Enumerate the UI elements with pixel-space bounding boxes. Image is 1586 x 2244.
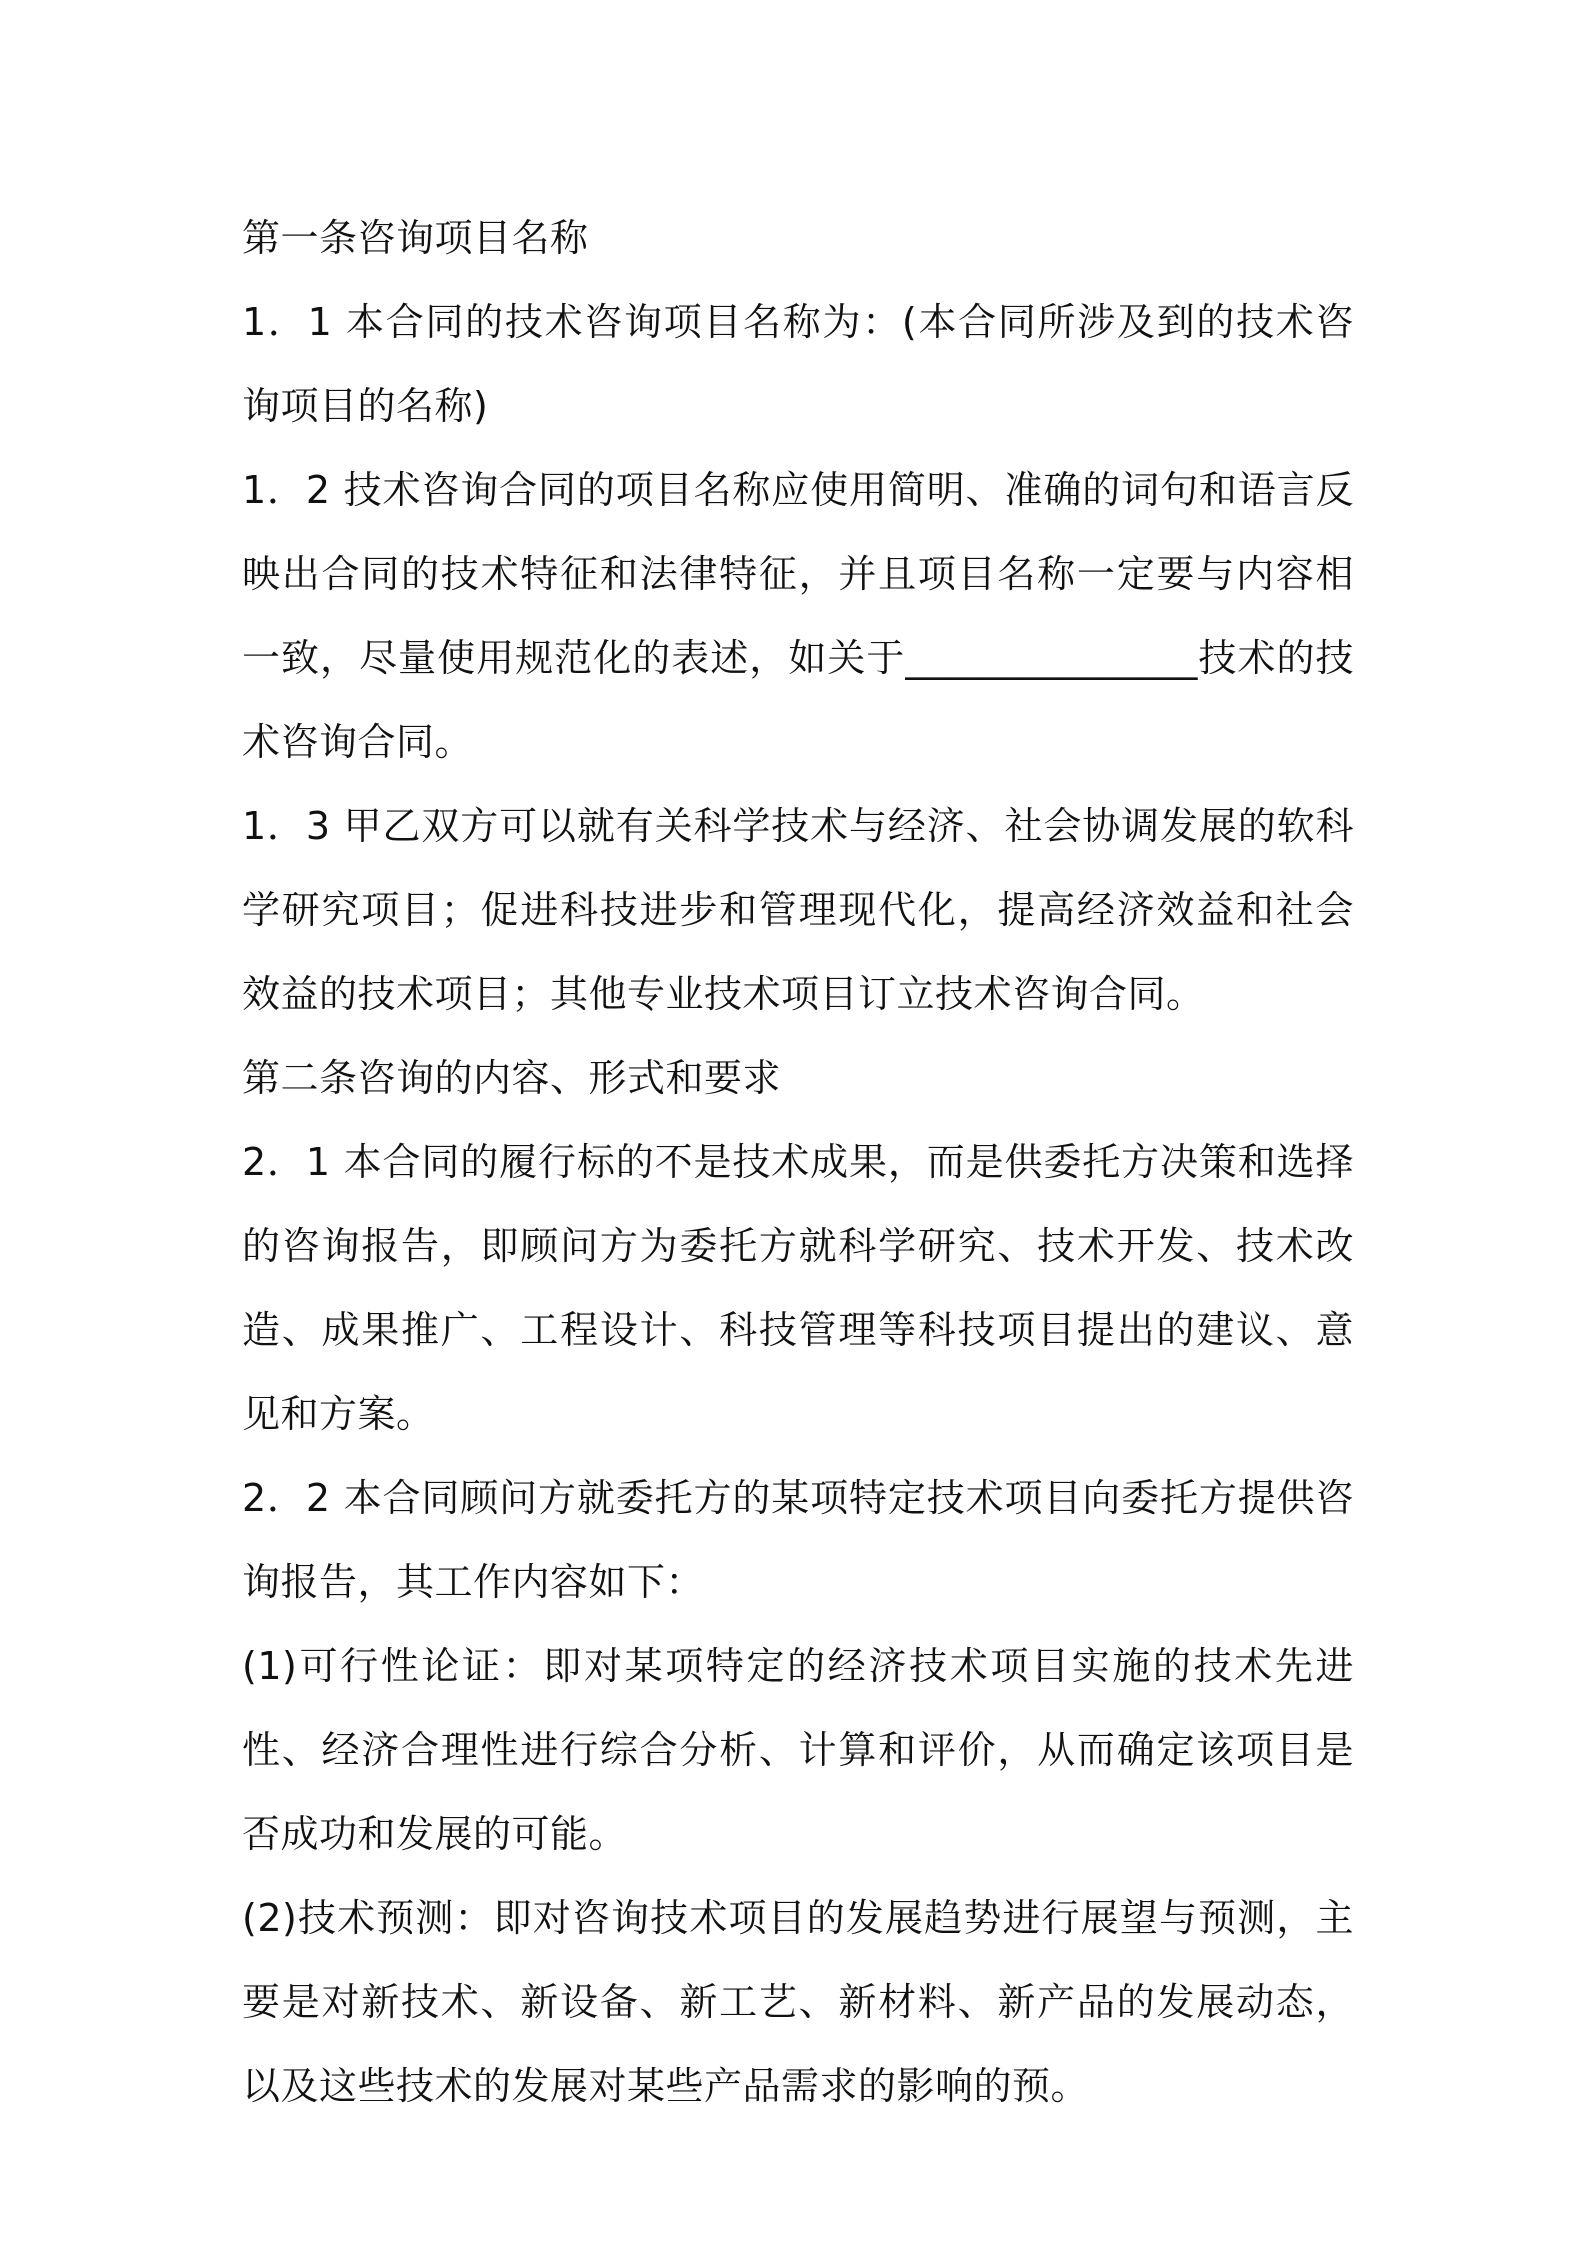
document-body [242, 196, 1354, 2128]
clause-1-3: 1．3 甲乙双方可以就有关科学技术与经济、社会协调发展的软科学研究项目；促进科技进步和管理现代化，提高经济效益和社会效益的技术项目；其他专业技术项目订立技术咨询合同。 [242, 804, 1354, 1016]
clause-1-2: 1．2 技术咨询合同的项目名称应使用简明、准确的词句和语言反映出合同的技术特征和法律特征，并且项目名称一定要与内容相一致，尽量使用规范化的表述，如关于_______________技术的技术咨询合同。 [242, 468, 1354, 764]
item-technology-forecast: (2)技术预测：即对咨询技术项目的发展趋势进行展望与预测，主要是对新技术、新设备、新工艺、新材料、新产品的发展动态，以及这些技术的发展对某些产品需求的影响的预。 [242, 1896, 1354, 2108]
article-1-heading: 第一条咨询项目名称 [242, 216, 589, 260]
clause-2-2: 2．2 本合同顾问方就委托方的某项特定技术项目向委托方提供咨询报告，其工作内容如下： [242, 1476, 1354, 1604]
article-2-heading: 第二条咨询的内容、形式和要求 [242, 1056, 782, 1100]
clause-1-1: 1．1 本合同的技术咨询项目名称为：(本合同所涉及到的技术咨询项目的名称) [242, 300, 1354, 428]
clause-2-1: 2．1 本合同的履行标的不是技术成果，而是供委托方决策和选择的咨询报告，即顾问方为委托方就科学研究、技术开发、技术改造、成果推广、工程设计、科技管理等科技项目提出的建议、意见和方案。 [242, 1140, 1354, 1436]
item-feasibility-study: (1)可行性论证：即对某项特定的经济技术项目实施的技术先进性、经济合理性进行综合分析、计算和评价，从而确定该项目是否成功和发展的可能。 [242, 1644, 1354, 1856]
